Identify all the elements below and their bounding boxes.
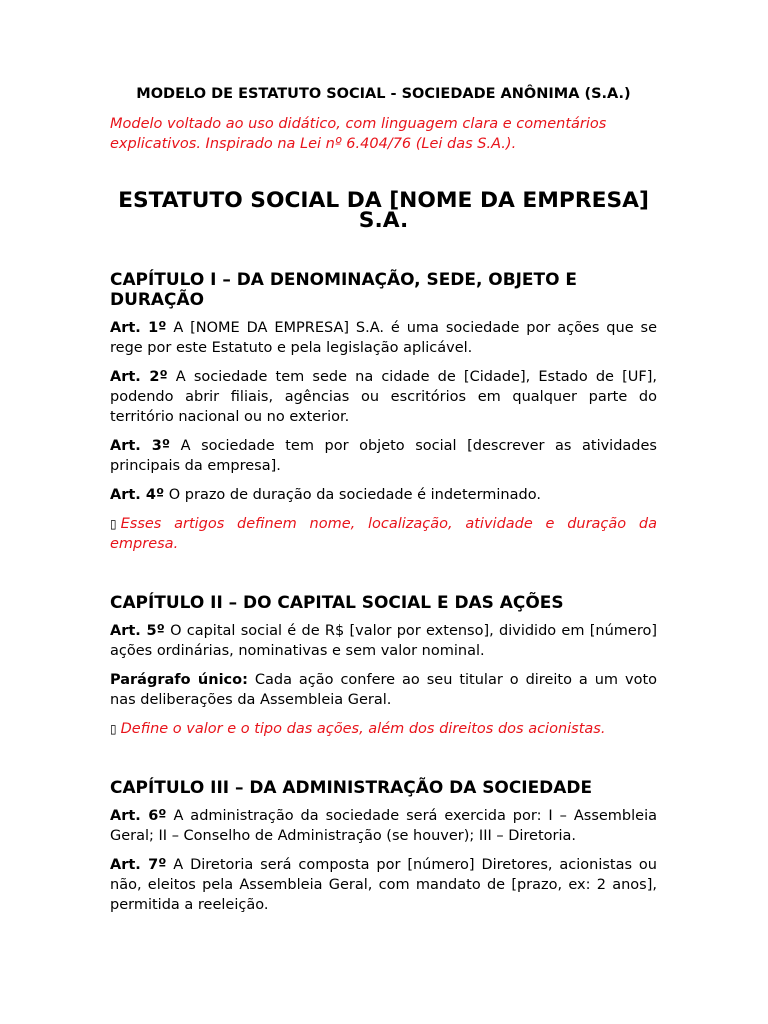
article <box>110 806 657 846</box>
article-label: Art. 2º <box>110 369 168 385</box>
article <box>110 485 657 505</box>
article-label: Art. 7º <box>110 857 167 873</box>
article-label: Art. 6º <box>110 808 167 824</box>
chapter-comment-text: Esses artigos definem nome, localização, atividade e duração da empresa. <box>110 516 657 552</box>
article-text: A sociedade tem por objeto social [descrever as atividades principais da empresa]. <box>110 438 657 474</box>
article-text: Cada ação confere ao seu titular o direito a um voto nas deliberações da Assembleia Geral. <box>110 672 658 708</box>
article-text: A Diretoria será composta por [número] Diretores, acionistas ou não, eleitos pela Assembleia Geral, com mandato de [prazo, ex: 2 anos], permitida a reeleição. <box>110 857 657 913</box>
placeholder-glyph-icon: ▯ <box>110 722 117 736</box>
article-label: Art. 4º <box>110 487 165 503</box>
article <box>110 670 657 710</box>
article <box>110 621 657 661</box>
article <box>110 318 657 358</box>
article-text: O capital social é de R$ [valor por extenso], dividido em [número] ações ordinárias, nominativas e sem valor nominal. <box>110 623 657 659</box>
document-title: MODELO DE ESTATUTO SOCIAL - SOCIEDADE ANÔNIMA (S.A.) <box>136 86 631 102</box>
article-text: O prazo de duração da sociedade é indeterminado. <box>164 487 541 503</box>
article-text: A sociedade tem sede na cidade de [Cidade], Estado de [UF], podendo abrir filiais, agências ou escritórios em qualquer parte do território nacional ou no exterior. <box>110 369 657 425</box>
chapter-heading: CAPÍTULO I – DA DENOMINAÇÃO, SEDE, OBJETO E DURAÇÃO <box>110 269 577 309</box>
article <box>110 436 657 476</box>
article-label: Art. 1º <box>110 320 167 336</box>
article-label: Art. 5º <box>110 623 165 639</box>
statute-subtitle: ESTATUTO SOCIAL DA [NOME DA EMPRESA] S.A. <box>118 188 649 233</box>
chapter-heading: CAPÍTULO III – DA ADMINISTRAÇÃO DA SOCIEDADE <box>110 777 593 797</box>
placeholder-glyph-icon: ▯ <box>110 517 117 531</box>
article-text: A [NOME DA EMPRESA] S.A. é uma sociedade por ações que se rege por este Estatuto e pela legislação aplicável. <box>110 320 657 356</box>
article <box>110 855 657 915</box>
article <box>110 367 657 427</box>
article-label: Art. 3º <box>110 438 171 454</box>
article-text: A administração da sociedade será exercida por: I – Assembleia Geral; II – Conselho de Administração (se houver); III – Diretoria. <box>110 808 657 844</box>
intro-note: Modelo voltado ao uso didático, com linguagem clara e comentários explicativos. Inspirado na Lei nº 6.404/76 (Lei das S.A.). <box>110 116 607 152</box>
article-label: Parágrafo único: <box>110 672 248 688</box>
chapter-comment <box>110 719 657 739</box>
chapter-comment <box>110 514 657 554</box>
chapter-comment-text: Define o valor e o tipo das ações, além dos direitos dos acionistas. <box>120 721 606 737</box>
document-page <box>110 84 657 915</box>
chapter-heading: CAPÍTULO II – DO CAPITAL SOCIAL E DAS AÇÕES <box>110 592 564 612</box>
